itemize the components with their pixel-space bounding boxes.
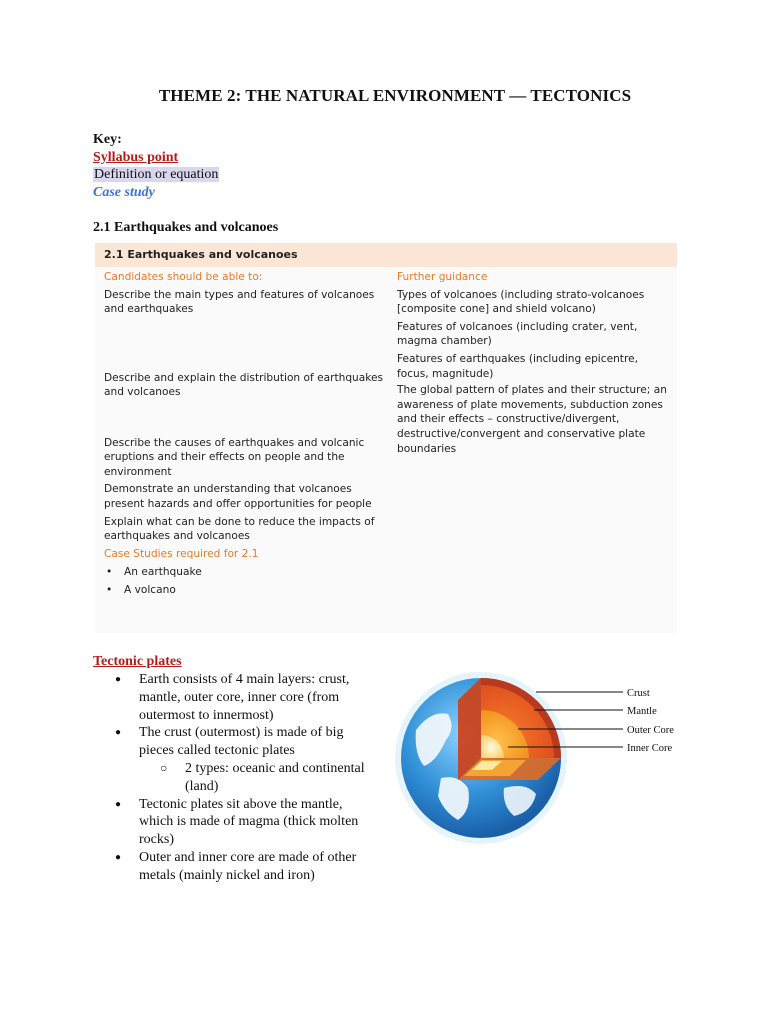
list-item: ● Tectonic plates sit above the mantle, which is made of magma (thick molten rocks) [113, 796, 375, 849]
list-item: • A volcano [104, 583, 384, 598]
left-column-heading: Candidates should be able to: [104, 271, 263, 283]
table-header: 2.1 Earthquakes and volcanoes [95, 243, 677, 267]
sub-list-item: ○ 2 types: oceanic and continental (land) [113, 760, 375, 796]
tectonic-plates-list [113, 671, 375, 885]
list-item: • An earthquake [104, 565, 384, 580]
key-definition: Definition or equation [94, 167, 219, 182]
case-studies-list [104, 565, 384, 597]
key-syllabus-point: Syllabus point [93, 149, 179, 165]
right-row: Features of earthquakes (including epicentre, focus, magnitude) [397, 352, 638, 380]
right-row: Features of volcanoes (including crater, vent, magma chamber) [397, 320, 638, 348]
key-legend [93, 131, 219, 201]
table-left-column [104, 270, 384, 601]
section-heading: 2.1 Earthquakes and volcanoes [93, 220, 279, 235]
right-column-heading: Further guidance [397, 271, 488, 283]
tectonic-plates-heading: Tectonic plates [93, 654, 182, 669]
earth-layers-diagram [386, 670, 686, 850]
left-row: Demonstrate an understanding that volcanoes present hazards and offer opportunities for people [104, 483, 372, 510]
list-item: ● The crust (outermost) is made of big pieces called tectonic plates [113, 724, 375, 760]
crust-label: Crust [627, 688, 650, 699]
left-row: Describe and explain the distribution of earthquakes and volcanoes [104, 371, 384, 399]
left-row: Describe the causes of earthquakes and volcanic eruptions and their effects on people and the environment [104, 436, 365, 478]
list-item: ● Outer and inner core are made of other metals (mainly nickel and iron) [113, 849, 375, 885]
case-studies-heading: Case Studies required for 2.1 [104, 547, 259, 560]
right-row: The global pattern of plates and their structure; an awareness of plate movements, subduction zones and their effects – constructive/divergent, destructive/convergent and conservative plate boundaries [397, 384, 667, 455]
left-row: Explain what can be done to reduce the impacts of earthquakes and volcanoes [104, 515, 375, 543]
mantle-label: Mantle [627, 706, 657, 717]
document-title: THEME 2: THE NATURAL ENVIRONMENT — TECTONICS [158, 86, 632, 105]
left-row: Describe the main types and features of volcanoes and earthquakes [104, 288, 375, 316]
inner-core-label: Inner Core [627, 743, 673, 754]
key-label: Key: [93, 132, 122, 147]
syllabus-table [95, 243, 677, 633]
right-row: Types of volcanoes (including strato-volcanoes [composite cone] and shield volcano) [397, 288, 645, 316]
table-right-column [397, 270, 669, 459]
list-item: ● Earth consists of 4 main layers: crust, mantle, outer core, inner core (from outermost to innermost) [113, 671, 375, 724]
outer-core-label: Outer Core [627, 725, 674, 736]
key-case-study: Case study [93, 184, 155, 200]
